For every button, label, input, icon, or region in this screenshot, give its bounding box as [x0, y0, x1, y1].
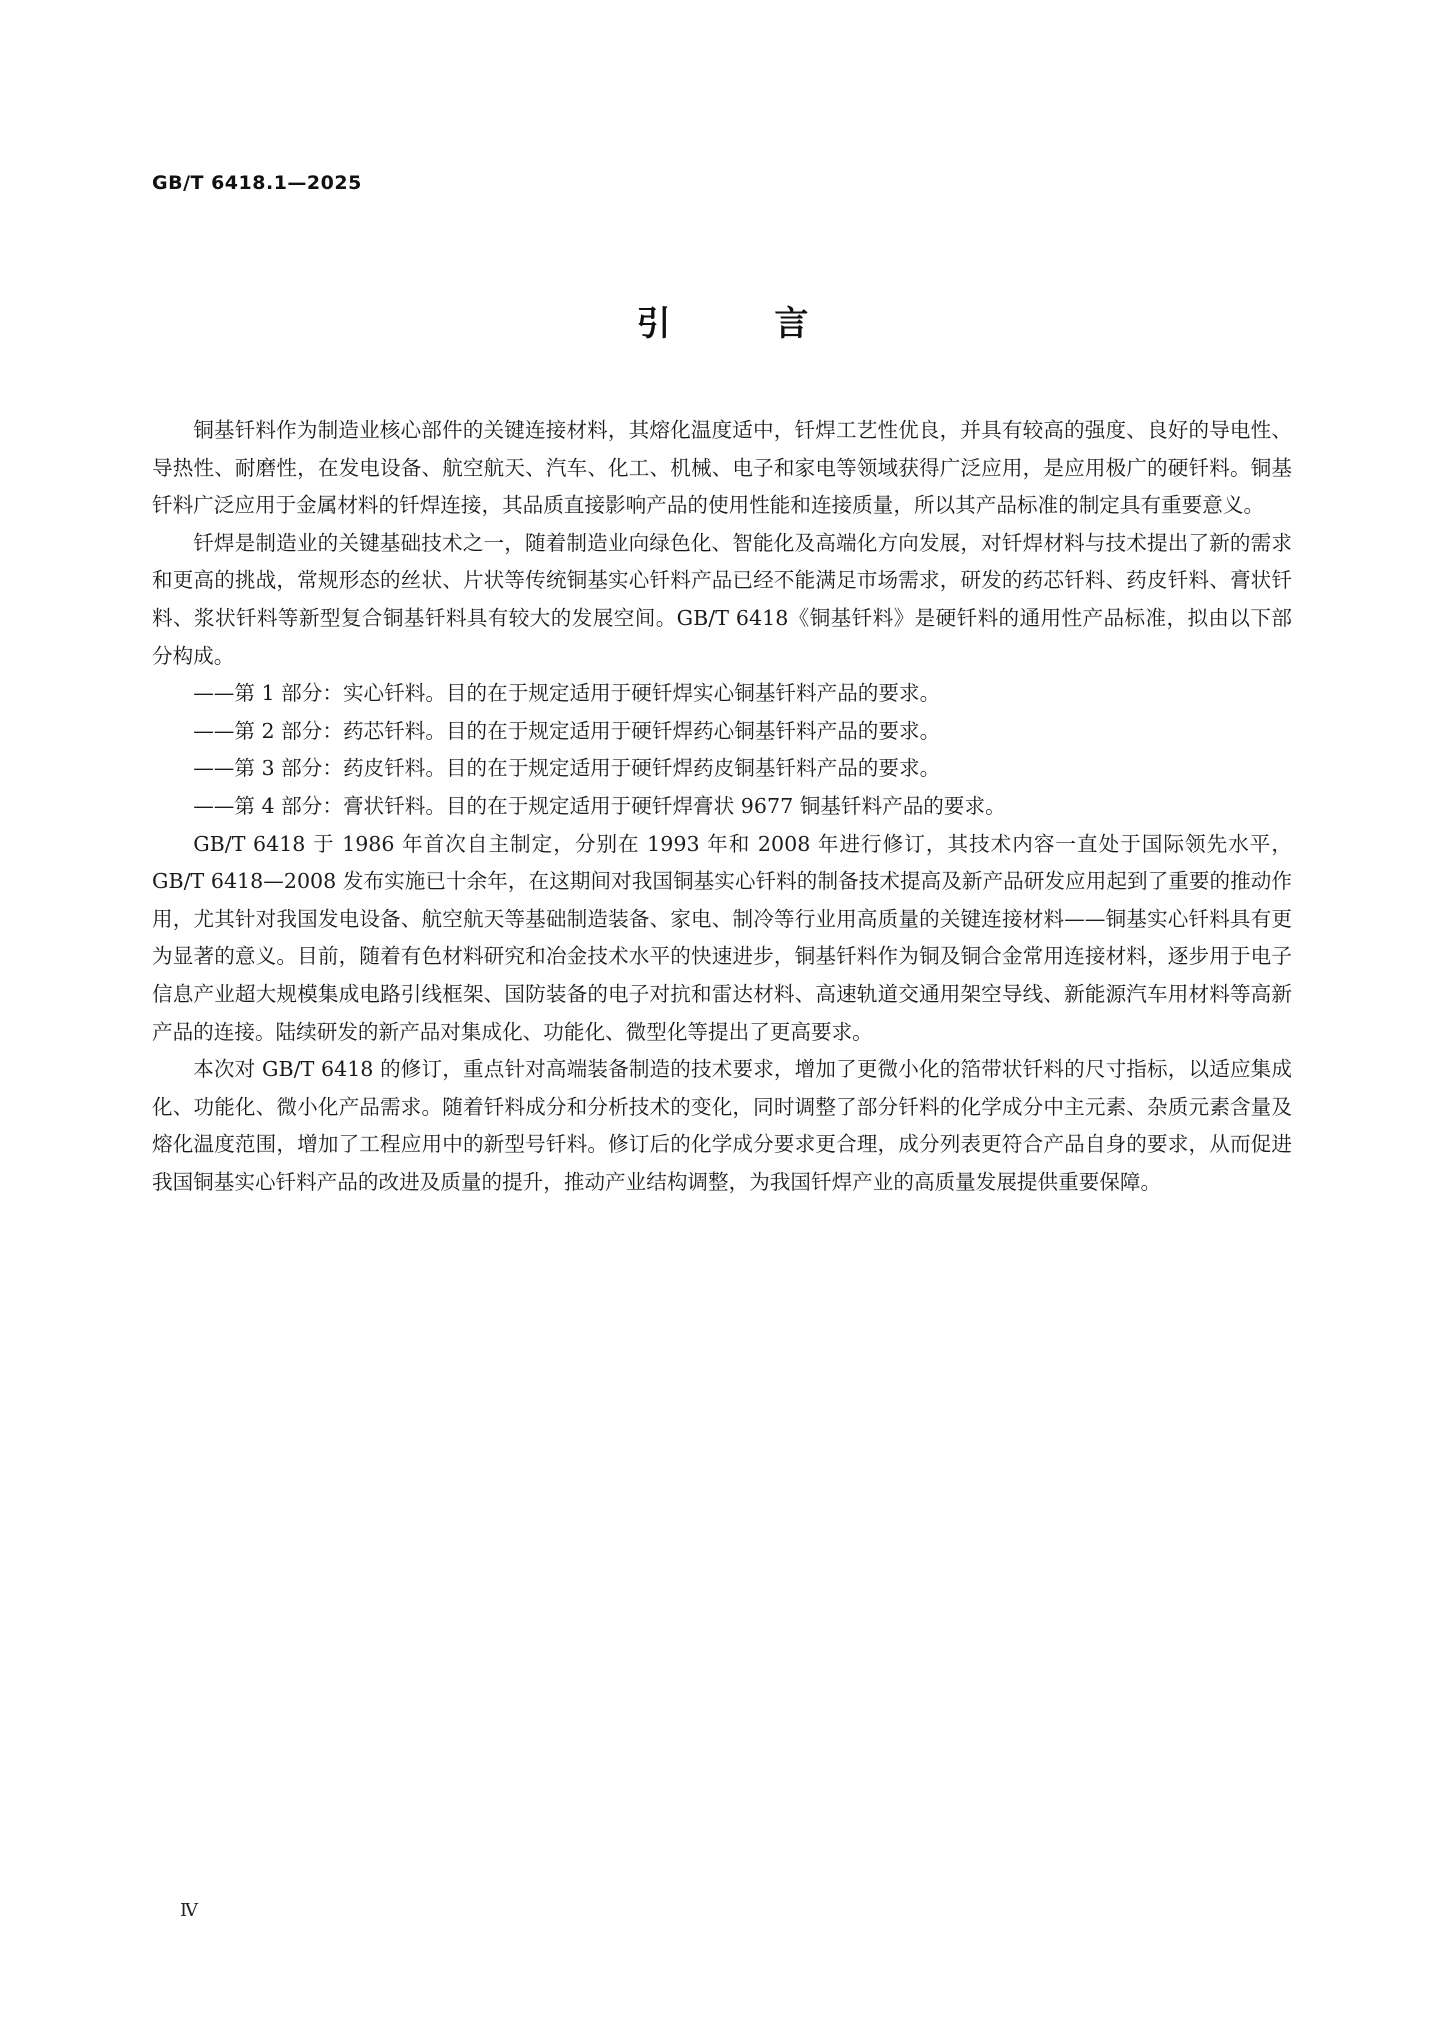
standard-code: GB/T 6418.1—2025 [152, 172, 362, 194]
page-number: Ⅳ [180, 1900, 198, 1921]
paragraph: 本次对 GB/T 6418 的修订，重点针对高端装备制造的技术要求，增加了更微小化的箔带状钎料的尺寸指标，以适应集成化、功能化、微小化产品需求。随着钎料成分和分析技术的变化，同时调整了部分钎料的化学成分中主元素、杂质元素含量及熔化温度范围，增加了工程应用中的新型号钎料。修订后的化学成分要求更合理，成分列表更符合产品自身的要求，从而促进我国铜基实心钎料产品的改进及质量的提升，推动产业结构调整，为我国钎焊产业的高质量发展提供重要保障。 [152, 1057, 1292, 1194]
list-item-part-3: ——第 3 部分：药皮钎料。目的在于规定适用于硬钎焊药皮铜基钎料产品的要求。 [193, 756, 941, 781]
introduction-body [152, 412, 1292, 1201]
paragraph: 铜基钎料作为制造业核心部件的关键连接材料，其熔化温度适中，钎焊工艺性优良，并具有较高的强度、良好的导电性、导热性、耐磨性，在发电设备、航空航天、汽车、化工、机械、电子和家电等领域获得广泛应用，是应用极广的硬钎料。铜基钎料广泛应用于金属材料的钎焊连接，其品质直接影响产品的使用性能和连接质量，所以其产品标准的制定具有重要意义。 [152, 418, 1292, 518]
section-title: 引 言 [636, 304, 855, 344]
list-item-part-2: ——第 2 部分：药芯钎料。目的在于规定适用于硬钎焊药心铜基钎料产品的要求。 [193, 718, 941, 743]
list-item-part-4: ——第 4 部分：膏状钎料。目的在于规定适用于硬钎焊膏状 9677 铜基钎料产品的要求。 [193, 793, 1006, 818]
paragraph: GB/T 6418 于 1986 年首次自主制定，分别在 1993 年和 2008 年进行修订，其技术内容一直处于国际领先水平，GB/T 6418—2008 发布实施已十余年，在这期间对我国铜基实心钎料的制备技术提高及新产品研发应用起到了重要的推动作用，尤其针对我国发电设备、航空航天等基础制造装备、家电、制冷等行业用高质量的关键连接材料——铜基实心钎料具有更为显著的意义。目前，随着有色材料研究和冶金技术水平的快速进步，铜基钎料作为铜及铜合金常用连接材料，逐步用于电子信息产业超大规模集成电路引线框架、国防装备的电子对抗和雷达材料、高速轨道交通用架空导线、新能源汽车用材料等高新产品的连接。陆续研发的新产品对集成化、功能化、微型化等提出了更高要求。 [152, 831, 1292, 1044]
list-item-part-1: ——第 1 部分：实心钎料。目的在于规定适用于硬钎焊实心铜基钎料产品的要求。 [193, 681, 941, 706]
paragraph: 钎焊是制造业的关键基础技术之一，随着制造业向绿色化、智能化及高端化方向发展，对钎焊材料与技术提出了新的需求和更高的挑战，常规形态的丝状、片状等传统铜基实心钎料产品已经不能满足市场需求，研发的药芯钎料、药皮钎料、膏状钎料、浆状钎料等新型复合铜基钎料具有较大的发展空间。GB/T 6418《铜基钎料》是硬钎料的通用性产品标准，拟由以下部分构成。 [152, 530, 1292, 668]
